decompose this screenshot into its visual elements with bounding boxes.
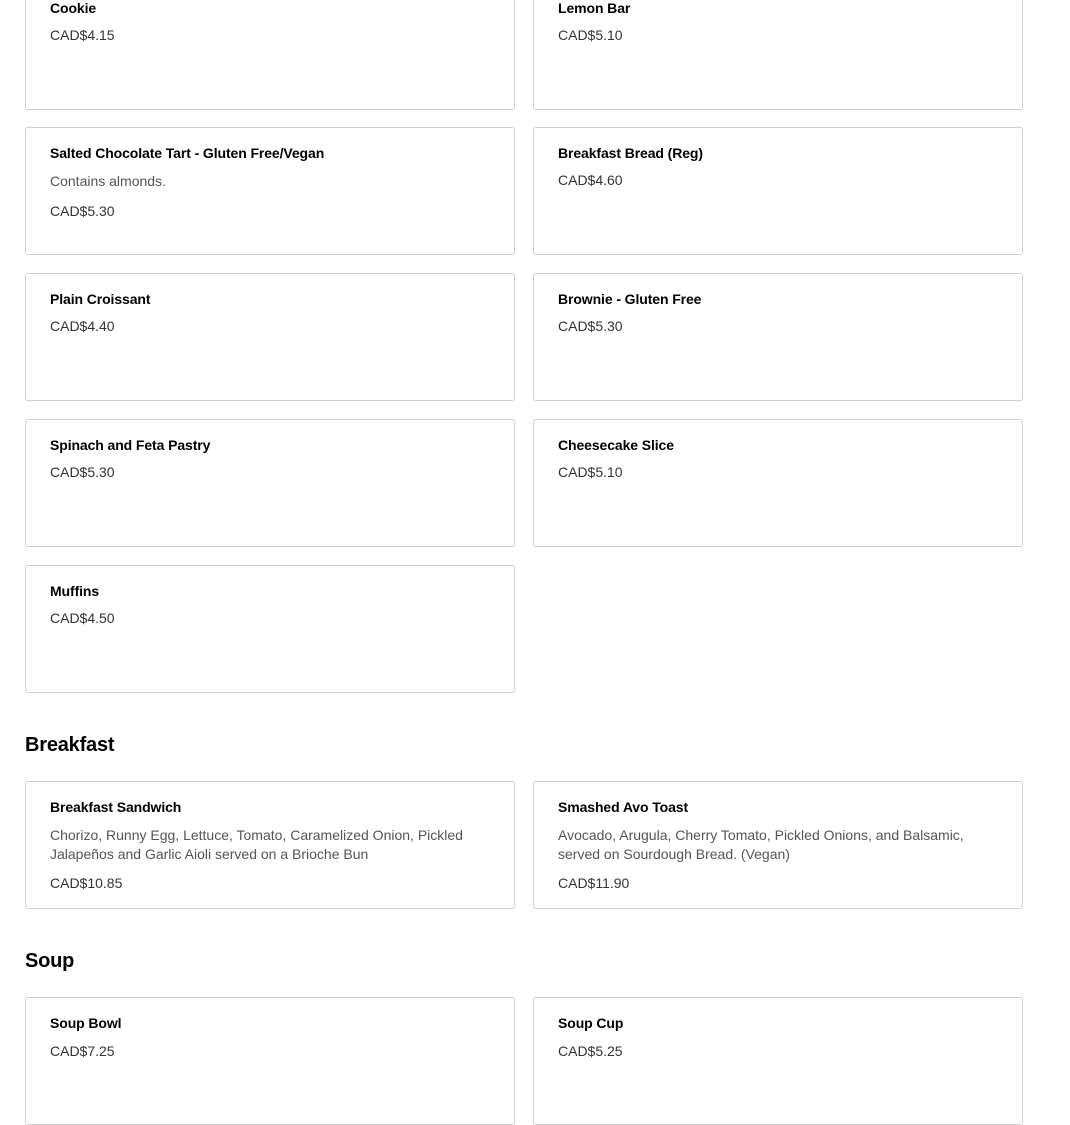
menu-item-card[interactable] (533, 0, 1023, 110)
menu-item-price: CAD$5.25 (558, 1043, 623, 1059)
menu-item-card[interactable] (533, 997, 1023, 1125)
menu-item-name: Cheesecake Slice (558, 437, 674, 453)
menu-item-card[interactable] (533, 127, 1023, 255)
menu-item-price: CAD$5.30 (50, 203, 115, 219)
menu-item-price: CAD$4.40 (50, 318, 115, 334)
menu-item-name: Salted Chocolate Tart - Gluten Free/Vegan (50, 145, 325, 161)
menu-item-price: CAD$4.15 (50, 27, 115, 43)
menu-item-card[interactable] (533, 781, 1023, 909)
menu-item-description: Avocado, Arugula, Cherry Tomato, Pickled Onions, and Balsamic, served on Sourdough Bread. (Vegan) (558, 827, 964, 862)
menu-item-card[interactable] (533, 419, 1023, 547)
section-title-breakfast: Breakfast (25, 734, 115, 756)
menu-item-price: CAD$5.10 (558, 464, 623, 480)
menu-item-name: Soup Bowl (50, 1015, 122, 1031)
menu-item-card[interactable] (25, 997, 515, 1125)
menu-item-price: CAD$10.85 (50, 875, 123, 891)
menu-item-card[interactable] (25, 0, 515, 110)
menu-item-price: CAD$4.60 (558, 172, 623, 188)
menu-item-price: CAD$4.50 (50, 610, 115, 626)
menu-item-name: Spinach and Feta Pastry (50, 437, 211, 453)
menu-item-name: Smashed Avo Toast (558, 799, 689, 815)
menu-item-price: CAD$5.10 (558, 27, 623, 43)
menu-item-card[interactable] (25, 781, 515, 909)
menu-item-card[interactable] (25, 273, 515, 401)
menu-item-name: Brownie - Gluten Free (558, 291, 702, 307)
menu-item-name: Soup Cup (558, 1015, 624, 1031)
menu-item-card[interactable] (25, 419, 515, 547)
menu-item-description: Contains almonds. (50, 173, 166, 189)
menu-item-name: Lemon Bar (558, 0, 631, 16)
section-title-soup: Soup (25, 950, 75, 972)
menu-item-card[interactable] (533, 273, 1023, 401)
menu-item-price: CAD$5.30 (558, 318, 623, 334)
menu-item-name: Breakfast Bread (Reg) (558, 145, 703, 161)
menu-item-name: Cookie (50, 0, 97, 16)
menu-item-description: Chorizo, Runny Egg, Lettuce, Tomato, Caramelized Onion, Pickled Jalapeños and Garlic Aioli served on a Brioche Bun (50, 827, 463, 862)
menu-item-name: Plain Croissant (50, 291, 151, 307)
menu-item-price: CAD$11.90 (558, 875, 630, 891)
menu-item-card[interactable] (25, 565, 515, 693)
menu-item-name: Muffins (50, 583, 100, 599)
menu-item-price: CAD$7.25 (50, 1043, 115, 1059)
menu-item-card[interactable] (25, 127, 515, 255)
menu-item-price: CAD$5.30 (50, 464, 115, 480)
menu-item-name: Breakfast Sandwich (50, 799, 182, 815)
